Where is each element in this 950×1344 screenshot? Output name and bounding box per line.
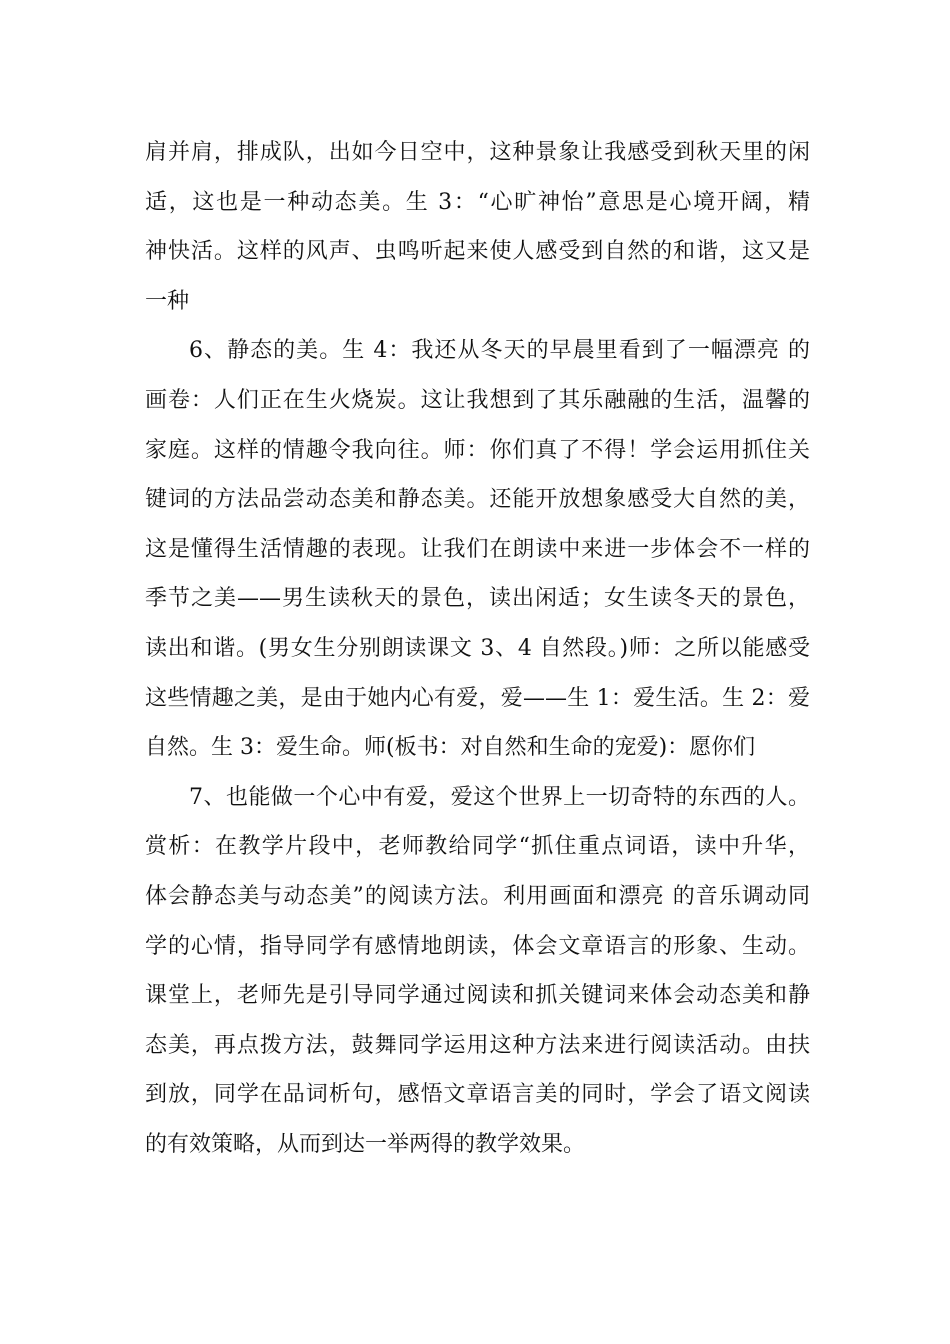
text-line: 自然。生 3：爱生命。师(板书：对自然和生命的宠爱)：愿你们 <box>145 735 756 761</box>
text-line: 读出和谐。(男女生分别朗读课文 3、4 自然段。)师：之所以能感受 <box>145 635 810 661</box>
text-line: 神快活。这样的风声、虫鸣听起来使人感受到自然的和谐，这又是 <box>145 239 810 265</box>
text-line: 态美，再点拨方法，鼓舞同学运用这种方法来进行阅读活动。由扶 <box>145 1032 810 1058</box>
text-line: 季节之美——男生读秋天的景色，读出闲适；女生读冬天的景色， <box>145 586 810 612</box>
document-body <box>145 128 810 1169</box>
text-line: 学的心情，指导同学有感情地朗读，体会文章语言的形象、生动。 <box>145 933 810 959</box>
text-line: 肩并肩，排成队，出如今日空中，这种景象让我感受到秋天里的闲 <box>145 140 810 165</box>
text-line: 一种 <box>145 288 190 314</box>
text-line: 体会静态美与动态美”的阅读方法。利用画面和漂亮 的音乐调动同 <box>145 883 810 909</box>
text-line: 键词的方法品尝动态美和静态美。还能开放想象感受大自然的美， <box>145 487 810 513</box>
paragraph-7-first-line: 7、也能做一个心中有爱，爱这个世界上一切奇特的东西的人。 <box>189 784 810 810</box>
text-line: 赏析：在教学片段中，老师教给同学“抓住重点词语，读中升华， <box>145 834 810 860</box>
text-line: 画卷：人们正在生火烧炭。这让我想到了其乐融融的生活，温馨的 <box>145 387 810 413</box>
paragraph-6-first-line: 6、静态的美。生 4：我还从冬天的早晨里看到了一幅漂亮 的 <box>189 338 810 364</box>
text-line: 到放，同学在品词析句，感悟文章语言美的同时，学会了语文阅读 <box>145 1082 810 1108</box>
text-line: 的有效策略，从而到达一举两得的教学效果。 <box>145 1131 586 1157</box>
text-line: 这是懂得生活情趣的表现。让我们在朗读中来进一步体会不一样的 <box>145 536 810 562</box>
text-line: 这些情趣之美，是由于她内心有爱，爱——生 1：爱生活。生 2：爱 <box>145 685 810 711</box>
text-line: 家庭。这样的情趣令我向往。师：你们真了不得！学会运用抓住关 <box>145 437 810 463</box>
text-line: 课堂上，老师先是引导同学通过阅读和抓关键词来体会动态美和静 <box>145 983 810 1009</box>
text-line: 适，这也是一种动态美。生 3：“心旷神怡”意思是心境开阔，精 <box>145 189 810 215</box>
